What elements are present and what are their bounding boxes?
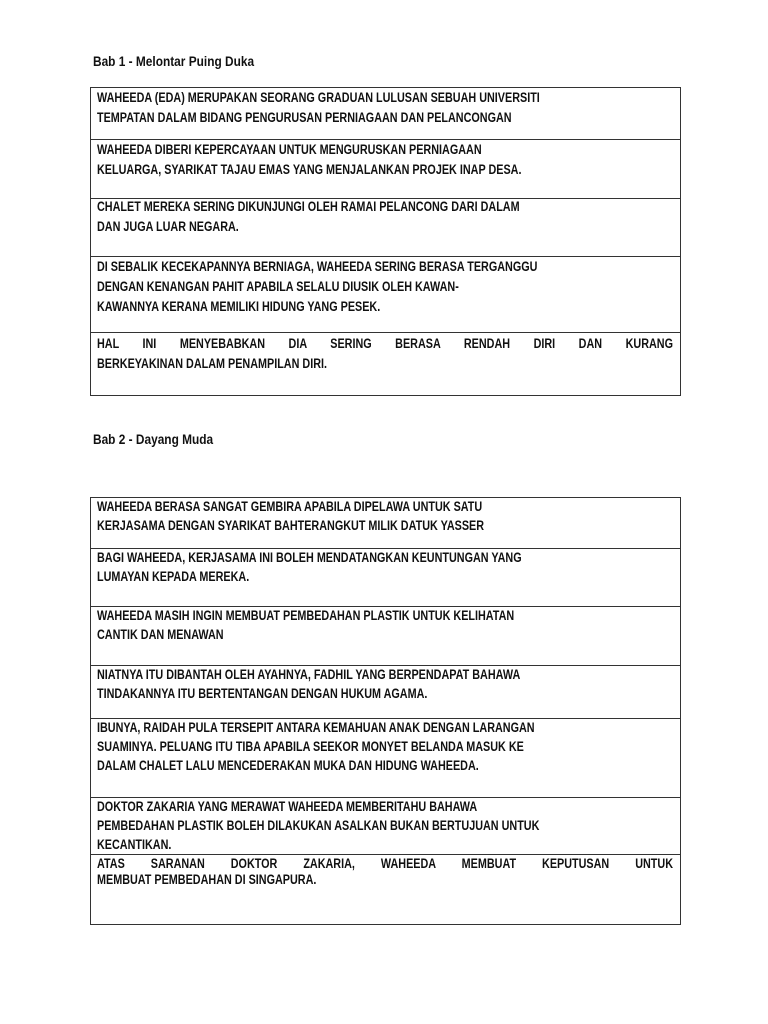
table-row: [91, 718, 680, 797]
row-text-line: WAHEEDA (EDA) MERUPAKAN SEORANG GRADUAN LULUSAN SEBUAH UNIVERSITI: [97, 90, 540, 105]
row-text-line: CHALET MEREKA SERING DIKUNJUNGI OLEH RAMAI PELANCONG DARI DALAM: [97, 199, 520, 214]
bab2-table: [90, 497, 681, 925]
row-text-line: DOKTOR ZAKARIA YANG MERAWAT WAHEEDA MEMBERITAHU BAHAWA: [97, 799, 478, 814]
row-text-line: DENGAN KENANGAN PAHIT APABILA SELALU DIUSIK OLEH KAWAN-: [97, 279, 459, 294]
row-text-line: SUAMINYA. PELUANG ITU TIBA APABILA SEEKOR MONYET BELANDA MASUK KE: [97, 739, 524, 754]
table-row: [91, 198, 680, 256]
table-row: [91, 665, 680, 718]
row-text-line: BAGI WAHEEDA, KERJASAMA INI BOLEH MENDATANGKAN KEUNTUNGAN YANG: [97, 550, 522, 565]
row-text-line: ATAS SARANAN DOKTOR ZAKARIA, WAHEEDA MEMBUAT KEPUTUSAN UNTUK: [97, 856, 673, 871]
row-text-line: BERKEYAKINAN DALAM PENAMPILAN DIRI.: [97, 356, 328, 371]
row-text-line: TEMPATAN DALAM BIDANG PENGURUSAN PERNIAGAAN DAN PELANCONGAN: [97, 110, 512, 125]
bab2-heading: Bab 2 - Dayang Muda: [93, 432, 214, 447]
table-row: [91, 332, 680, 395]
row-text-line: HAL INI MENYEBABKAN DIA SERING BERASA RENDAH DIRI DAN KURANG: [97, 336, 673, 351]
row-text-line: KAWANNYA KERANA MEMILIKI HIDUNG YANG PESEK.: [97, 299, 381, 314]
row-text-line: DI SEBALIK KECEKAPANNYA BERNIAGA, WAHEEDA SERING BERASA TERGANGGU: [97, 259, 538, 274]
row-text-line: KELUARGA, SYARIKAT TAJAU EMAS YANG MENJALANKAN PROJEK INAP DESA.: [97, 162, 522, 177]
table-row: [91, 498, 680, 548]
table-row: [91, 797, 680, 854]
row-text-line: DALAM CHALET LALU MENCEDERAKAN MUKA DAN HIDUNG WAHEEDA.: [97, 758, 479, 773]
table-row: [91, 256, 680, 332]
row-text-line: WAHEEDA DIBERI KEPERCAYAAN UNTUK MENGURUSKAN PERNIAGAAN: [97, 142, 482, 157]
row-text-line: KECANTIKAN.: [97, 837, 172, 852]
row-text-line: IBUNYA, RAIDAH PULA TERSEPIT ANTARA KEMAHUAN ANAK DENGAN LARANGAN: [97, 720, 535, 735]
row-text-line: PEMBEDAHAN PLASTIK BOLEH DILAKUKAN ASALKAN BUKAN BERTUJUAN UNTUK: [97, 818, 540, 833]
row-text-line: LUMAYAN KEPADA MEREKA.: [97, 569, 250, 584]
table-row: [91, 139, 680, 198]
row-text-line: CANTIK DAN MENAWAN: [97, 627, 224, 642]
row-text-line: NIATNYA ITU DIBANTAH OLEH AYAHNYA, FADHIL YANG BERPENDAPAT BAHAWA: [97, 667, 521, 682]
bab1-table: [90, 87, 681, 396]
row-text-line: KERJASAMA DENGAN SYARIKAT BAHTERANGKUT MILIK DATUK YASSER: [97, 518, 485, 533]
row-text-line: TINDAKANNYA ITU BERTENTANGAN DENGAN HUKUM AGAMA.: [97, 686, 428, 701]
row-text-line: WAHEEDA MASIH INGIN MEMBUAT PEMBEDAHAN PLASTIK UNTUK KELIHATAN: [97, 608, 515, 623]
row-text-line: MEMBUAT PEMBEDAHAN DI SINGAPURA.: [97, 872, 317, 887]
row-text-line: DAN JUGA LUAR NEGARA.: [97, 219, 239, 234]
table-row: [91, 606, 680, 665]
table-row: [91, 548, 680, 606]
table-row: [91, 88, 680, 139]
bab1-heading: Bab 1 - Melontar Puing Duka: [93, 54, 255, 69]
row-text-line: WAHEEDA BERASA SANGAT GEMBIRA APABILA DIPELAWA UNTUK SATU: [97, 499, 483, 514]
table-row: [91, 854, 680, 924]
